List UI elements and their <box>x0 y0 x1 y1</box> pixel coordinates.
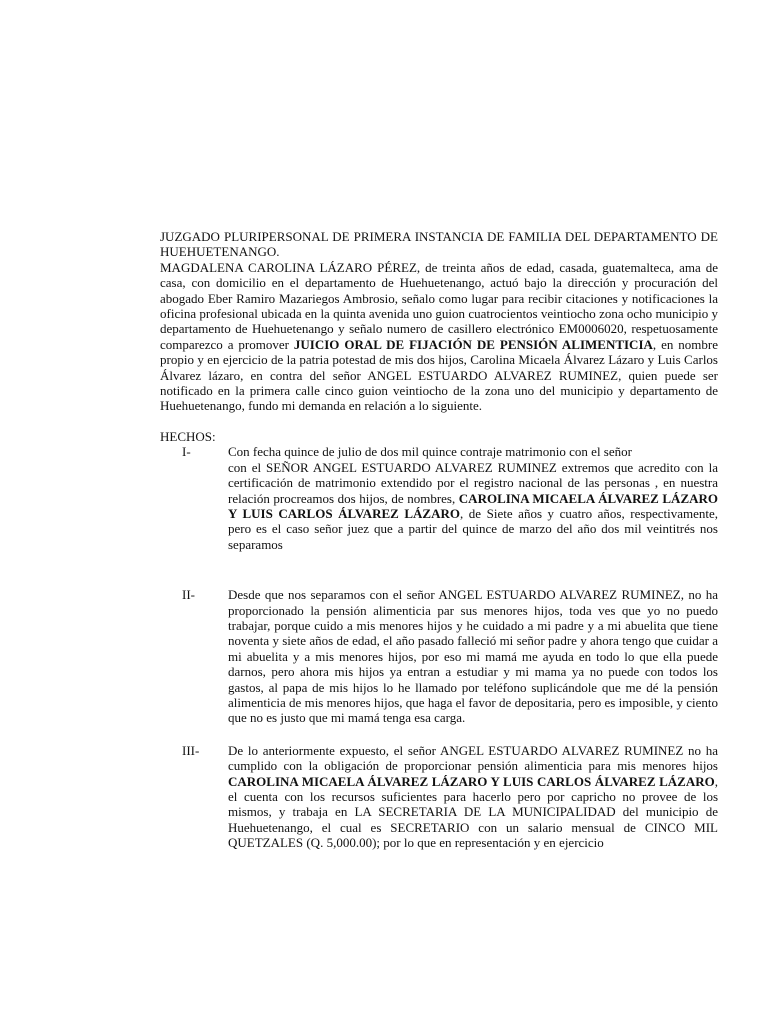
item-first-line: Con fecha quince de julio de dos mil quince contraje matrimonio con el señor <box>228 444 632 460</box>
item-text: De lo anteriormente expuesto, el señor ANGEL ESTUARDO ALVAREZ RUMINEZ no ha cumplido con la obligación de proporcionar pensión alimenticia para mis menores hijos <box>228 742 718 774</box>
item-text: con el SEÑOR ANGEL ESTUARDO ALVAREZ RUMINEZ extremos que acredito con la certificación de matrimonio extendido por el registro nacional de las personas , en nuestra relación procreamos dos hijos, de nombres, <box>228 459 718 506</box>
hechos-heading: HECHOS: <box>160 428 216 444</box>
court-heading <box>160 229 718 260</box>
hechos-item-1 <box>160 444 718 552</box>
item-text-rest: , el cuenta con los recursos suficientes para hacerlo pero por capricho no provee de los mismos, y trabaja en LA SECRETARIA DE LA MUNICIPALIDAD del municipio de Huehuetenango, el cual es SECRETARIO con un salario mensual de CINCO MIL QUETZALES (Q. 5,000.00); por lo que en representación y en ejercicio <box>228 773 718 851</box>
intro-text-rest: , en nombre propio y en ejercicio de la patria potestad de mis dos hijos, Carolina Micaela Álvarez Lázaro y Luis Carlos Álvarez lázaro, en contra del señor ANGEL ESTUARDO ALVAREZ RUMINEZ, quien puede ser notificado en la primera calle cinco guion veintiocho de la zona uno del municipio y departamento de Huehuetenango, fundo mi demanda en relación a lo siguiente. <box>160 336 719 414</box>
item-number: III- <box>182 742 200 758</box>
item-bold-names: CAROLINA MICAELA ÁLVAREZ LÁZARO Y LUIS CARLOS ÁLVAREZ LÁZARO <box>228 490 718 521</box>
item-bold-names: CAROLINA MICAELA ÁLVAREZ LÁZARO Y LUIS CARLOS ÁLVAREZ LÁZARO <box>228 773 715 789</box>
item-number: II- <box>182 587 195 603</box>
intro-bold-claim: JUICIO ORAL DE FIJACIÓN DE PENSIÓN ALIMENTICIA <box>293 336 653 352</box>
intro-paragraph <box>160 260 718 414</box>
intro-text: MAGDALENA CAROLINA LÁZARO PÉREZ, de treinta años de edad, casada, guatemalteca, ama de casa, con domicilio en el departamento de Huehuetenango, actuó bajo la dirección y procuración del abogado Eber Ramiro Mazariegos Ambrosio, señalo como lugar para recibir citaciones y notificaciones la oficina profesional ubicada en la quinta avenida uno guion cuatrocientos veintiocho zona ocho municipio y departamento de Huehuetenango y señalo numero de casillero electrónico EM0006020, respetuosamente comparezco a promover <box>160 259 718 352</box>
document-page <box>160 229 718 851</box>
item-number: I- <box>182 444 191 460</box>
hechos-item-2 <box>160 587 718 726</box>
hechos-item-3 <box>160 743 718 851</box>
court-heading-text: JUZGADO PLURIPERSONAL DE PRIMERA INSTANCIA DE FAMILIA DEL DEPARTAMENTO DE HUEHUETENANGO. <box>160 229 718 260</box>
item-text: Desde que nos separamos con el señor ANGEL ESTUARDO ALVAREZ RUMINEZ, no ha proporcionado la pensión alimenticia par sus menores hijos, toda ves que yo no puedo trabajar, porque cuido a mis menores hijos y he cuidado a mi padre y a mi abuelita que tiene noventa y siete años de edad, el año pasado falleció mi señor padre y ahora tengo que cuidar a mi abuelita y a mis menores hijos, por eso mi mamá me ayuda en todo lo que ella puede darnos, pero ahora mis hijos ya entran a estudiar y mi mama ya no puede con todos los gastos, al papa de mis hijos lo he llamado por teléfono suplicándole que me dé la pensión alimenticia de mis menores hijos, que haga el favor de depositaria, pero es imposible, y ciento que no es justo que mi mamá tenga esa carga. <box>228 587 718 726</box>
item-text-rest: , de Siete años y cuatro años, respectivamente, pero es el caso señor juez que a partir del quince de marzo del año dos mil veintitrés nos separamos <box>228 505 719 552</box>
